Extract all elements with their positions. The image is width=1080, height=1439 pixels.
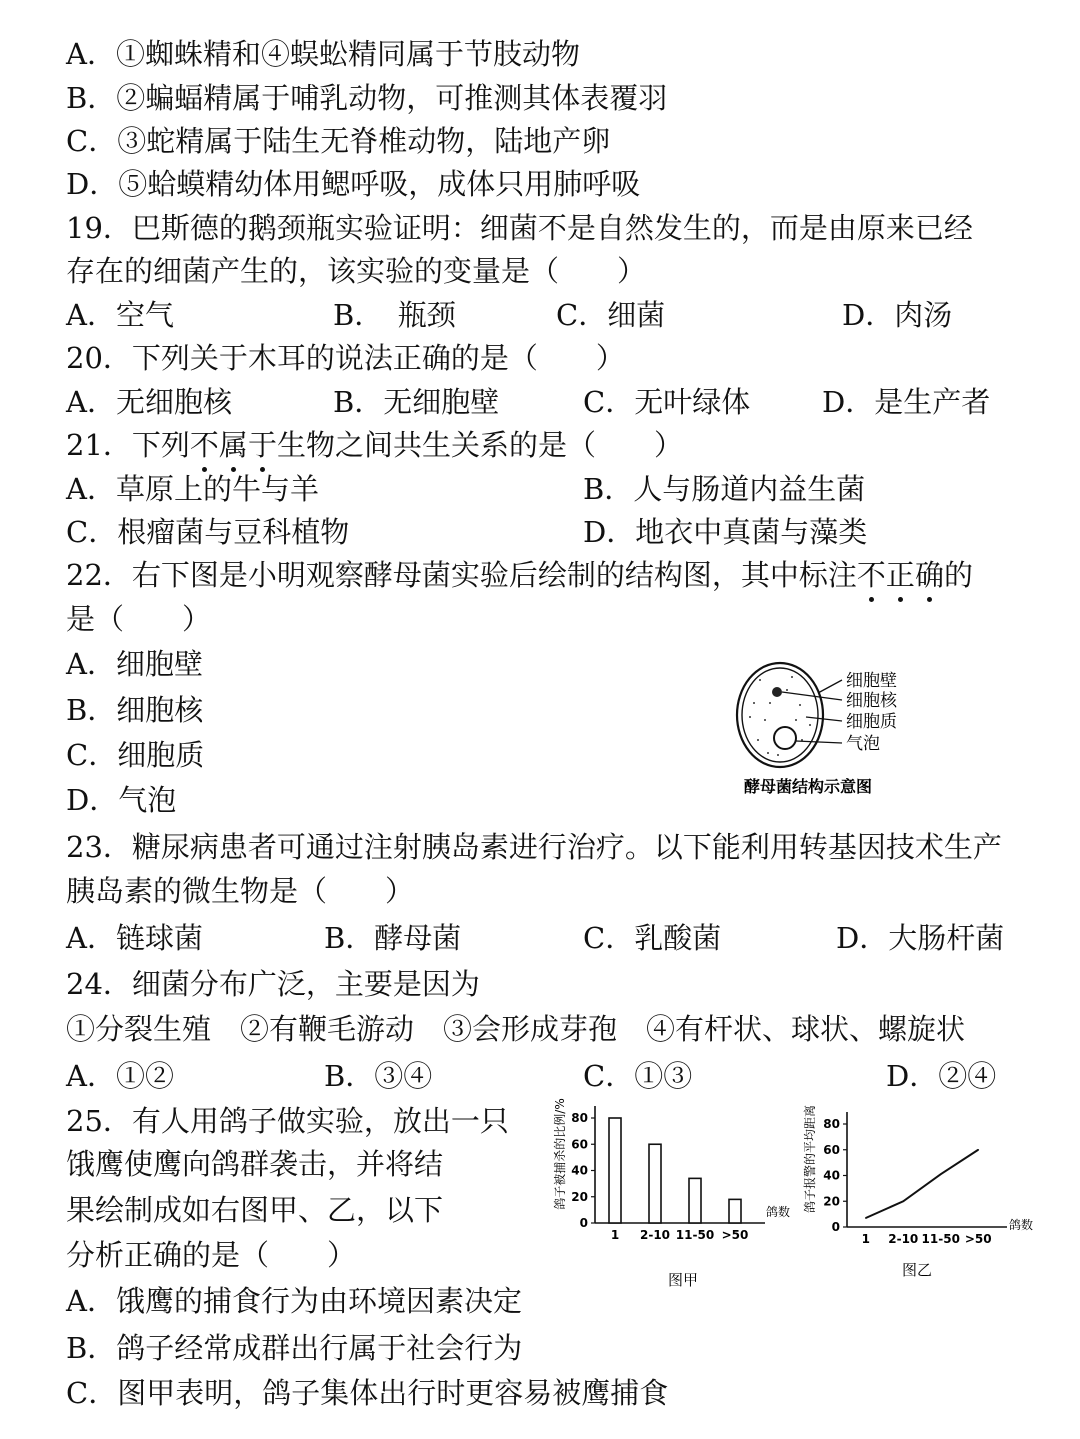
q22-stem-line1: 22．右下图是小明观察酵母菌实验后绘制的结构图，其中标注不正确的 — [66, 558, 973, 592]
q18-option-b: B．②蝙蝠精属于哺乳动物，可推测其体表覆羽 — [66, 81, 668, 115]
q23-option-c: C．乳酸菌 — [583, 921, 722, 955]
bar — [689, 1178, 701, 1223]
q21-option-a: A．草原上的牛与羊 — [66, 472, 319, 506]
bar — [729, 1199, 741, 1223]
data-point — [902, 1200, 904, 1202]
x-tick-label: 1 — [861, 1232, 870, 1246]
x-tick-label: >50 — [721, 1228, 749, 1242]
q23-stem-line1: 23．糖尿病患者可通过注射胰岛素进行治疗。以下能利用转基因技术生产 — [66, 830, 1002, 864]
nucleus-mark — [772, 687, 782, 697]
chart-jia-title: 图甲 — [667, 1271, 699, 1289]
x-tick-label: 11-50 — [921, 1232, 960, 1246]
q18-option-d: D．⑤蛤蟆精幼体用鳃呼吸，成体只用肺呼吸 — [66, 167, 641, 201]
data-point — [940, 1173, 942, 1175]
label-cytoplasm: 细胞质 — [846, 712, 897, 732]
q22-option-c: C．细胞质 — [66, 738, 205, 772]
q25-stem-line4: 分析正确的是（ ） — [66, 1238, 357, 1272]
q25-stem-line2: 饿鹰使鹰向鸽群袭击，并将结 — [66, 1147, 444, 1181]
chart-yi — [795, 1085, 1040, 1290]
figure-caption: 酵母菌结构示意图 — [744, 777, 873, 796]
q20-option-c: C．无叶绿体 — [583, 385, 751, 419]
y-tick-label: 20 — [823, 1194, 840, 1209]
emphasis-char: 正 — [885, 558, 915, 592]
y-tick-label: 0 — [579, 1216, 588, 1230]
q21-option-c: C．根瘤菌与豆科植物 — [66, 515, 350, 549]
q18-option-c: C．③蛇精属于陆生无脊椎动物，陆地产卵 — [66, 124, 611, 158]
q20-option-d: D．是生产者 — [822, 385, 991, 419]
q19-option-d: D．肉汤 — [842, 298, 953, 332]
chart-yi-title: 图乙 — [901, 1261, 933, 1279]
y-tick-label: 80 — [571, 1111, 588, 1125]
chart-jia — [545, 1090, 790, 1295]
q19-option-c: C．细菌 — [556, 298, 666, 332]
emphasis-char: 确 — [914, 558, 944, 592]
q23-option-b: B．酵母菌 — [324, 921, 462, 955]
bar — [609, 1118, 621, 1223]
label-vacuole: 气泡 — [846, 734, 880, 754]
y-tick-label: 20 — [571, 1189, 588, 1204]
series-line — [866, 1150, 979, 1218]
chart-yi-xlabel: 鸽数 — [1008, 1218, 1034, 1232]
x-tick-label: 11-50 — [675, 1228, 715, 1242]
q24-option-c: C．①③ — [583, 1059, 693, 1093]
q25-stem-line1: 25．有人用鸽子做实验，放出一只 — [66, 1104, 509, 1138]
emphasis-char: 于 — [247, 428, 277, 462]
data-point — [865, 1217, 867, 1219]
q24-option-b: B．③④ — [324, 1059, 433, 1093]
q19-stem-line2: 存在的细菌产生的，该实验的变量是（ ） — [66, 254, 647, 288]
q21-option-b: B．人与肠道内益生菌 — [583, 472, 866, 506]
q22-option-a: A．细胞壁 — [66, 647, 203, 681]
q23-option-d: D．大肠杆菌 — [836, 921, 1005, 955]
bar — [649, 1144, 661, 1223]
q21-stem: 21．下列不属于生物之间共生关系的是（ ） — [66, 428, 683, 462]
chart-jia-xlabel: 鸽数 — [765, 1205, 790, 1219]
q20-option-b: B．无细胞壁 — [333, 385, 500, 419]
q19-option-a: A．空气 — [66, 298, 174, 332]
q24-option-a: A．①② — [66, 1059, 174, 1093]
x-tick-label: 2-10 — [888, 1232, 919, 1246]
data-point — [977, 1149, 979, 1151]
q23-stem-line2: 胰岛素的微生物是（ ） — [66, 874, 415, 908]
q24-stem: 24．细菌分布广泛，主要是因为 — [66, 967, 480, 1001]
emphasis-char: 不 — [856, 558, 886, 592]
q25-stem-line3: 果绘制成如右图甲、乙，以下 — [66, 1193, 444, 1227]
y-tick-label: 80 — [823, 1117, 840, 1131]
yeast-cell-diagram — [730, 655, 930, 805]
x-tick-label: 1 — [610, 1228, 620, 1242]
y-tick-label: 0 — [831, 1220, 840, 1234]
q23-option-a: A．链球菌 — [66, 921, 203, 955]
q19-option-b: B． 瓶颈 — [333, 298, 456, 332]
x-tick-label: 2-10 — [639, 1228, 671, 1242]
q25-option-b: B．鸽子经常成群出行属于社会行为 — [66, 1331, 523, 1365]
y-tick-label: 40 — [571, 1163, 588, 1178]
label-nucleus: 细胞核 — [846, 691, 897, 711]
q22-option-d: D．气泡 — [66, 783, 177, 817]
vacuole-mark — [774, 727, 796, 749]
q25-option-c: C．图甲表明，鸽子集体出行时更容易被鹰捕食 — [66, 1376, 669, 1410]
q21-option-d: D．地衣中真菌与藻类 — [583, 515, 868, 549]
emphasis-char: 属 — [218, 428, 248, 462]
cell-wall-outline — [737, 663, 823, 767]
q25-option-a: A．饿鹰的捕食行为由环境因素决定 — [66, 1284, 522, 1318]
q20-stem: 20．下列关于木耳的说法正确的是（ ） — [66, 341, 625, 375]
q22-option-b: B．细胞核 — [66, 693, 204, 727]
y-tick-label: 60 — [571, 1137, 588, 1152]
q19-stem-line1: 19．巴斯德的鹅颈瓶实验证明：细菌不是自然发生的，而是由原来已经 — [66, 211, 973, 245]
x-tick-label: >50 — [964, 1232, 992, 1246]
q18-option-a: A．①蜘蛛精和④蜈蚣精同属于节肢动物 — [66, 37, 580, 71]
y-tick-label: 40 — [823, 1168, 840, 1183]
q20-option-a: A．无细胞核 — [66, 385, 232, 419]
y-tick-label: 60 — [823, 1142, 840, 1157]
chart-yi-ylabel: 鸽子报警的平均距离 — [803, 1104, 817, 1214]
q22-stem-line2: 是（ ） — [66, 602, 212, 636]
emphasis-char: 不 — [189, 428, 219, 462]
q24-option-d: D．②④ — [886, 1059, 997, 1093]
chart-jia-ylabel: 鸽子被捕杀的比例/% — [553, 1098, 567, 1210]
q24-items: ①分裂生殖 ②有鞭毛游动 ③会形成芽孢 ④有杆状、球状、螺旋状 — [66, 1012, 966, 1046]
label-cell-wall: 细胞壁 — [846, 671, 897, 691]
